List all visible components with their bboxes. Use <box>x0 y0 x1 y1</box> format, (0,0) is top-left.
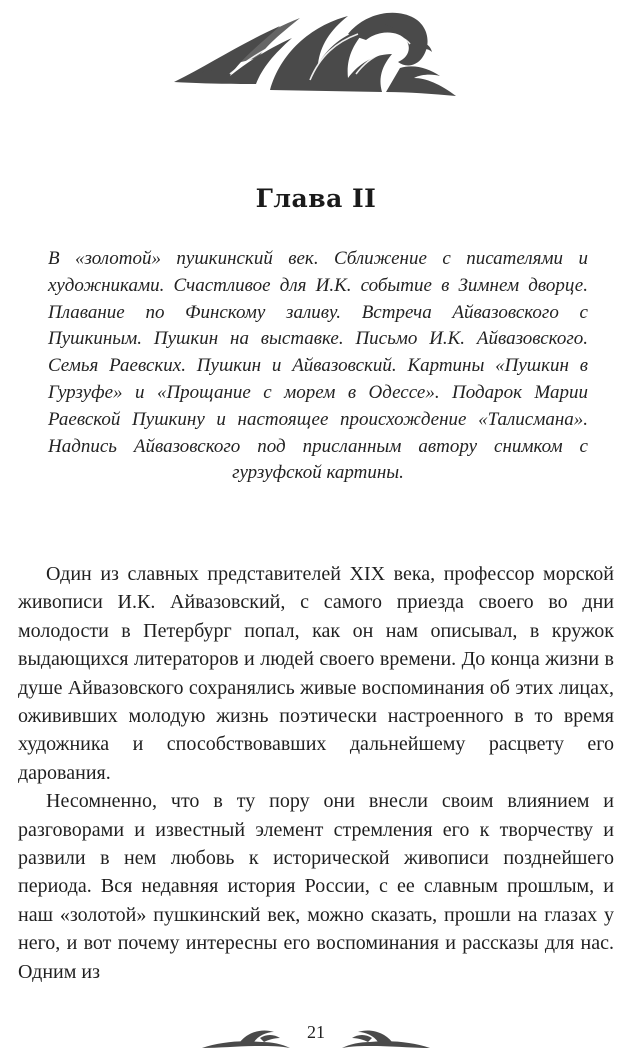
wave-ornament-icon <box>170 4 460 104</box>
page-footer <box>0 1018 632 1052</box>
wave-flourish-icon <box>340 1024 432 1050</box>
chapter-summary: В «золотой» пушкинский век. Сближение с писателями и художниками. Счастливое для И.К. событие в Зимнем дворце. Плавание по Финскому заливу. Встреча Айвазовского с Пушкиным. Пушкин на выставке. Письмо И.К. Айвазовского. Семья Раевских. Пушкин и Айвазовский. Картины «Пушкин в Гурзуфе» и «Прощание с морем в Одессе». Подарок Марии Раевской Пушкину и настоящее происхождение «Талисмана». Надпись Айвазовского под присланным автору снимком с гурзуфской картины. <box>48 248 588 484</box>
paragraph: Несомненно, что в ту пору они внесли своим влиянием и разговорами и известный элемент стремления его к творчеству и развили в нем любовь к исторической живописи позднейшего периода. Вся недавняя история России, с ее славным прошлым, и наш «золотой» пушкинский век, можно сказать, прошли на глазах у него, и вот почему интересны его воспоминания и рассказы для нас. Одним из <box>18 790 614 983</box>
body-text <box>18 560 614 986</box>
wave-flourish-icon <box>200 1024 292 1050</box>
chapter-title: Глава II <box>255 184 377 213</box>
page-number: 21 <box>307 1022 325 1042</box>
paragraph: Один из славных представителей XIX века, профессор морской живописи И.К. Айвазовский, с самого приезда своего во дни молодости в Петербург попал, как он нам описывал, в кружок выдающихся литераторов и людей своего времени. До конца жизни в душе Айвазовского сохранялись живые воспоминания об этих лицах, ожививших молодую жизнь поэтически настроенного в то время художника и способствовавших дальнейшему расцвету его дарования. <box>18 563 614 784</box>
